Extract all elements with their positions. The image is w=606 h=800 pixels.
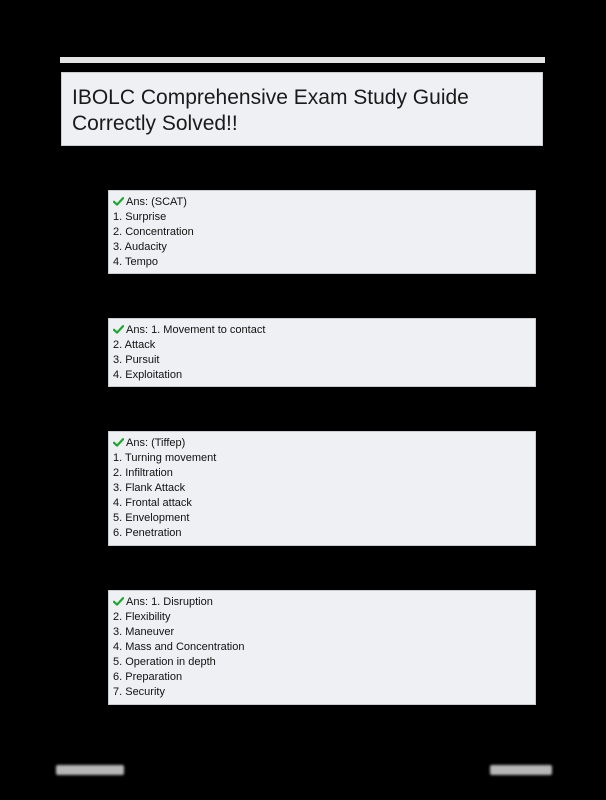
answer-item: 4. Exploitation	[113, 369, 183, 381]
answer-item: 5. Envelopment	[113, 512, 190, 524]
answer-heading-text: Ans: 1. Movement to contact	[126, 324, 266, 336]
answer-item: 2. Attack	[113, 339, 156, 351]
answer-item: 1. Turning movement	[113, 452, 217, 464]
answer-heading-text: Ans: 1. Disruption	[126, 596, 213, 608]
title-box	[61, 72, 543, 146]
answer-item: 3. Audacity	[113, 241, 167, 253]
answer-heading-text: Ans: (SCAT)	[126, 196, 187, 208]
answer-item: 3. Flank Attack	[113, 482, 186, 494]
answer-box	[108, 431, 536, 546]
answer-item: 2. Concentration	[113, 226, 194, 238]
footer-blurred-text-left	[56, 765, 124, 775]
page-title-line-2: Correctly Solved!!	[72, 112, 238, 135]
answer-item: 4. Frontal attack	[113, 497, 192, 509]
answer-item: 6. Penetration	[113, 527, 182, 539]
answer-heading-text: Ans: (Tiffep)	[126, 437, 186, 449]
answer-heading	[113, 195, 535, 210]
answer-heading	[113, 323, 535, 338]
answer-item: 5. Operation in depth	[113, 656, 216, 668]
answer-item: 4. Mass and Concentration	[113, 641, 245, 653]
answer-box	[108, 318, 536, 387]
answer-heading	[113, 436, 535, 451]
check-icon	[113, 325, 124, 334]
page-title-line-1: IBOLC Comprehensive Exam Study Guide	[72, 86, 469, 109]
answer-item: 4. Tempo	[113, 256, 159, 268]
answer-item: 6. Preparation	[113, 671, 183, 683]
check-icon	[113, 197, 124, 206]
check-icon	[113, 597, 124, 606]
footer-blurred-text-right	[490, 765, 552, 775]
top-divider	[60, 57, 545, 63]
answer-heading	[113, 595, 535, 610]
answer-item: 2. Flexibility	[113, 611, 171, 623]
check-icon	[113, 438, 124, 447]
answer-item: 1. Surprise	[113, 211, 167, 223]
answer-item: 3. Maneuver	[113, 626, 175, 638]
answer-box	[108, 590, 536, 705]
answer-item: 2. Infiltration	[113, 467, 173, 479]
answer-box	[108, 190, 536, 274]
answer-item: 7. Security	[113, 686, 165, 698]
answer-item: 3. Pursuit	[113, 354, 160, 366]
